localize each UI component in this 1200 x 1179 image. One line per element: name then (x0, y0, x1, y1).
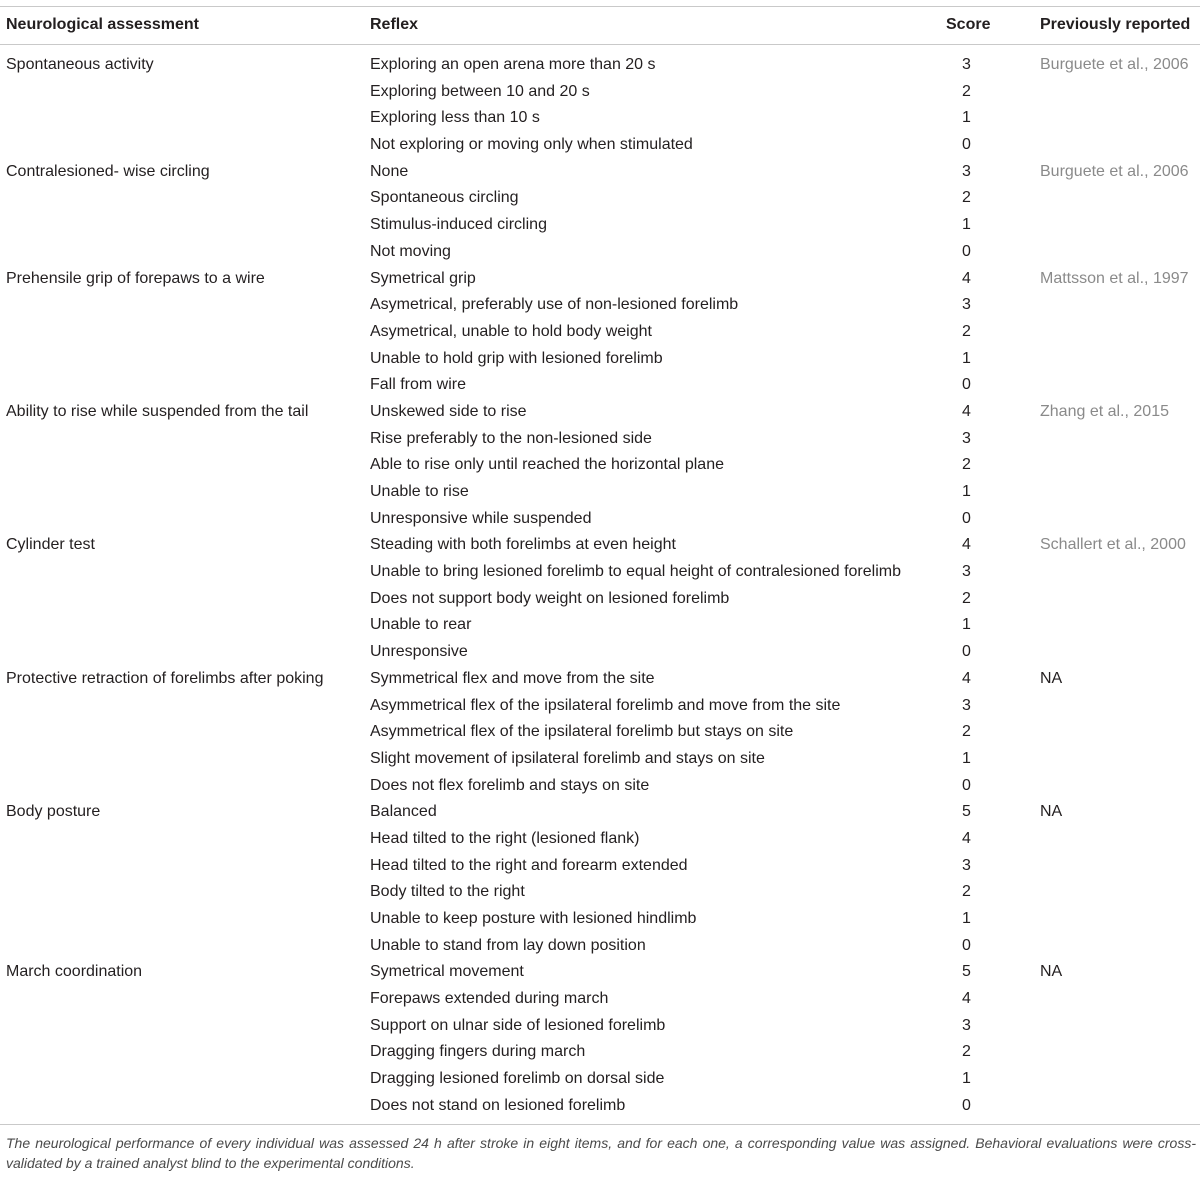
table-row (0, 479, 1200, 506)
table-row (0, 266, 1200, 293)
table-row (0, 986, 1200, 1013)
cell-score: 4 (962, 669, 971, 687)
cell-reflex: Unable to stand from lay down position (370, 936, 646, 954)
cell-reflex: Does not stand on lesioned forelimb (370, 1096, 626, 1114)
cell-reflex: Does not flex forelimb and stays on site (370, 776, 650, 794)
table-row (0, 372, 1200, 399)
table-row (0, 105, 1200, 132)
cell-score: 3 (962, 696, 971, 714)
table-row (0, 426, 1200, 453)
table-row (0, 239, 1200, 266)
cell-previously-reported: NA (1040, 669, 1063, 687)
cell-score: 0 (962, 376, 971, 394)
cell-reflex: Balanced (370, 803, 437, 821)
cell-reflex: Not moving (370, 242, 451, 260)
cell-score: 3 (962, 1016, 971, 1034)
cell-score: 3 (962, 56, 971, 73)
table-body (0, 52, 1200, 1120)
table-row (0, 639, 1200, 666)
cell-score: 5 (962, 803, 971, 821)
cell-assessment: Cylinder test (6, 536, 95, 554)
table-row (0, 746, 1200, 773)
cell-reflex: Support on ulnar side of lesioned forelimb (370, 1016, 666, 1034)
cell-score: 0 (962, 1096, 971, 1114)
table-row (0, 1039, 1200, 1066)
cell-reflex: Body tilted to the right (370, 883, 525, 901)
cell-previously-reported: Mattsson et al., 1997 (1040, 269, 1189, 287)
cell-reflex: None (370, 162, 409, 180)
cell-reflex: Asymetrical, unable to hold body weight (370, 322, 652, 340)
cell-previously-reported: Schallert et al., 2000 (1040, 536, 1186, 554)
cell-previously-reported: NA (1040, 803, 1063, 821)
cell-score: 1 (962, 483, 971, 500)
cell-reflex: Head tilted to the right (lesioned flank) (370, 829, 640, 847)
cell-assessment: Contralesioned- wise circling (6, 162, 210, 180)
cell-reflex: Spontaneous circling (370, 189, 519, 207)
cell-score: 3 (962, 296, 971, 314)
cell-score: 2 (962, 589, 971, 607)
cell-score: 5 (962, 963, 971, 981)
cell-reflex: Unable to bring lesioned forelimb to equal height of contralesioned forelimb (370, 563, 901, 581)
cell-score: 2 (962, 1043, 971, 1061)
cell-score: 0 (962, 242, 971, 260)
cell-score: 1 (962, 109, 971, 127)
cell-reflex: Unable to rise (370, 483, 469, 500)
table-row (0, 879, 1200, 906)
cell-score: 4 (962, 990, 971, 1008)
cell-score: 2 (962, 883, 971, 901)
table-row (0, 826, 1200, 853)
table-row (0, 906, 1200, 933)
cell-score: 1 (962, 349, 971, 367)
table-row (0, 132, 1200, 159)
cell-reflex: Exploring between 10 and 20 s (370, 82, 590, 100)
table-row (0, 1066, 1200, 1093)
table-row (0, 52, 1200, 79)
cell-previously-reported: Burguete et al., 2006 (1040, 56, 1189, 73)
cell-reflex: Dragging fingers during march (370, 1043, 586, 1061)
cell-score: 0 (962, 643, 971, 661)
cell-score: 2 (962, 723, 971, 741)
cell-score: 2 (962, 456, 971, 474)
cell-score: 1 (962, 216, 971, 234)
cell-score: 1 (962, 749, 971, 767)
table-row (0, 959, 1200, 986)
table-row (0, 586, 1200, 613)
cell-assessment: Protective retraction of forelimbs after poking (6, 669, 324, 687)
cell-reflex: Unskewed side to rise (370, 402, 527, 420)
cell-assessment: Ability to rise while suspended from the tail (6, 402, 309, 420)
cell-score: 2 (962, 322, 971, 340)
cell-reflex: Not exploring or moving only when stimulated (370, 136, 693, 154)
cell-previously-reported: NA (1040, 963, 1063, 981)
cell-score: 4 (962, 269, 971, 287)
cell-assessment: March coordination (6, 963, 143, 981)
cell-score: 4 (962, 829, 971, 847)
table-row (0, 693, 1200, 720)
cell-assessment: Prehensile grip of forepaws to a wire (6, 269, 265, 287)
cell-score: 4 (962, 402, 971, 420)
table-row (0, 853, 1200, 880)
cell-reflex: Unable to rear (370, 616, 472, 634)
table-row (0, 666, 1200, 693)
cell-reflex: Symmetrical flex and move from the site (370, 669, 655, 687)
header-previously-reported: Previously reported (1040, 16, 1191, 33)
cell-reflex: Dragging lesioned forelimb on dorsal side (370, 1070, 665, 1088)
cell-previously-reported: Zhang et al., 2015 (1040, 402, 1169, 420)
cell-assessment: Spontaneous activity (6, 56, 154, 73)
header-neurological-assessment: Neurological assessment (6, 16, 199, 33)
cell-reflex: Symetrical movement (370, 963, 524, 981)
table-row (0, 159, 1200, 186)
cell-reflex: Asymmetrical flex of the ipsilateral forelimb but stays on site (370, 723, 794, 741)
cell-reflex: Does not support body weight on lesioned forelimb (370, 589, 730, 607)
cell-reflex: Able to rise only until reached the horizontal plane (370, 456, 724, 474)
cell-score: 3 (962, 856, 971, 874)
table-row (0, 399, 1200, 426)
cell-reflex: Rise preferably to the non-lesioned side (370, 429, 652, 447)
table-header-rule (0, 44, 1200, 45)
table-header-row (0, 7, 1200, 44)
cell-reflex: Forepaws extended during march (370, 990, 609, 1008)
cell-reflex: Fall from wire (370, 376, 467, 394)
cell-score: 0 (962, 136, 971, 154)
table-caption: The neurological performance of every individual was assessed 24 h after stroke in eight items, and for each one, a corresponding value was assigned. Behavioral evaluations were cross-validated by a trained analyst blind to the experimental conditions. (6, 1135, 1196, 1171)
cell-reflex: Unresponsive (370, 643, 468, 661)
table-row (0, 719, 1200, 746)
table-row (0, 1013, 1200, 1040)
cell-reflex: Unable to hold grip with lesioned forelimb (370, 349, 663, 367)
cell-score: 4 (962, 536, 971, 554)
cell-reflex: Unable to keep posture with lesioned hindlimb (370, 910, 697, 927)
cell-score: 2 (962, 189, 971, 207)
cell-score: 3 (962, 429, 971, 447)
cell-reflex: Unresponsive while suspended (370, 509, 592, 527)
cell-score: 0 (962, 936, 971, 954)
cell-reflex: Stimulus-induced circling (370, 216, 547, 234)
cell-previously-reported: Burguete et al., 2006 (1040, 162, 1189, 180)
table-row (0, 506, 1200, 533)
cell-reflex: Steading with both forelimbs at even height (370, 536, 676, 554)
cell-reflex: Exploring less than 10 s (370, 109, 540, 127)
cell-reflex: Exploring an open arena more than 20 s (370, 56, 656, 73)
cell-score: 0 (962, 509, 971, 527)
table-row (0, 79, 1200, 106)
cell-reflex: Symetrical grip (370, 269, 476, 287)
table-bottom-rule (0, 1124, 1200, 1125)
cell-score: 3 (962, 162, 971, 180)
cell-reflex: Head tilted to the right and forearm extended (370, 856, 688, 874)
table-row (0, 212, 1200, 239)
table-row (0, 1093, 1200, 1120)
table-row (0, 773, 1200, 800)
cell-score: 1 (962, 616, 971, 634)
cell-reflex: Slight movement of ipsilateral forelimb and stays on site (370, 749, 765, 767)
header-score: Score (946, 16, 991, 33)
cell-assessment: Body posture (6, 803, 101, 821)
table-row (0, 346, 1200, 373)
table-row (0, 612, 1200, 639)
cell-score: 3 (962, 563, 971, 581)
table-row (0, 933, 1200, 960)
table-row (0, 452, 1200, 479)
cell-score: 1 (962, 910, 971, 927)
table-row (0, 532, 1200, 559)
cell-score: 0 (962, 776, 971, 794)
table-row (0, 292, 1200, 319)
cell-score: 2 (962, 82, 971, 100)
table-row (0, 185, 1200, 212)
cell-reflex: Asymmetrical flex of the ipsilateral forelimb and move from the site (370, 696, 841, 714)
cell-reflex: Asymetrical, preferably use of non-lesioned forelimb (370, 296, 739, 314)
table-row (0, 799, 1200, 826)
header-reflex: Reflex (370, 16, 419, 33)
table-row (0, 319, 1200, 346)
table-row (0, 559, 1200, 586)
cell-score: 1 (962, 1070, 971, 1088)
